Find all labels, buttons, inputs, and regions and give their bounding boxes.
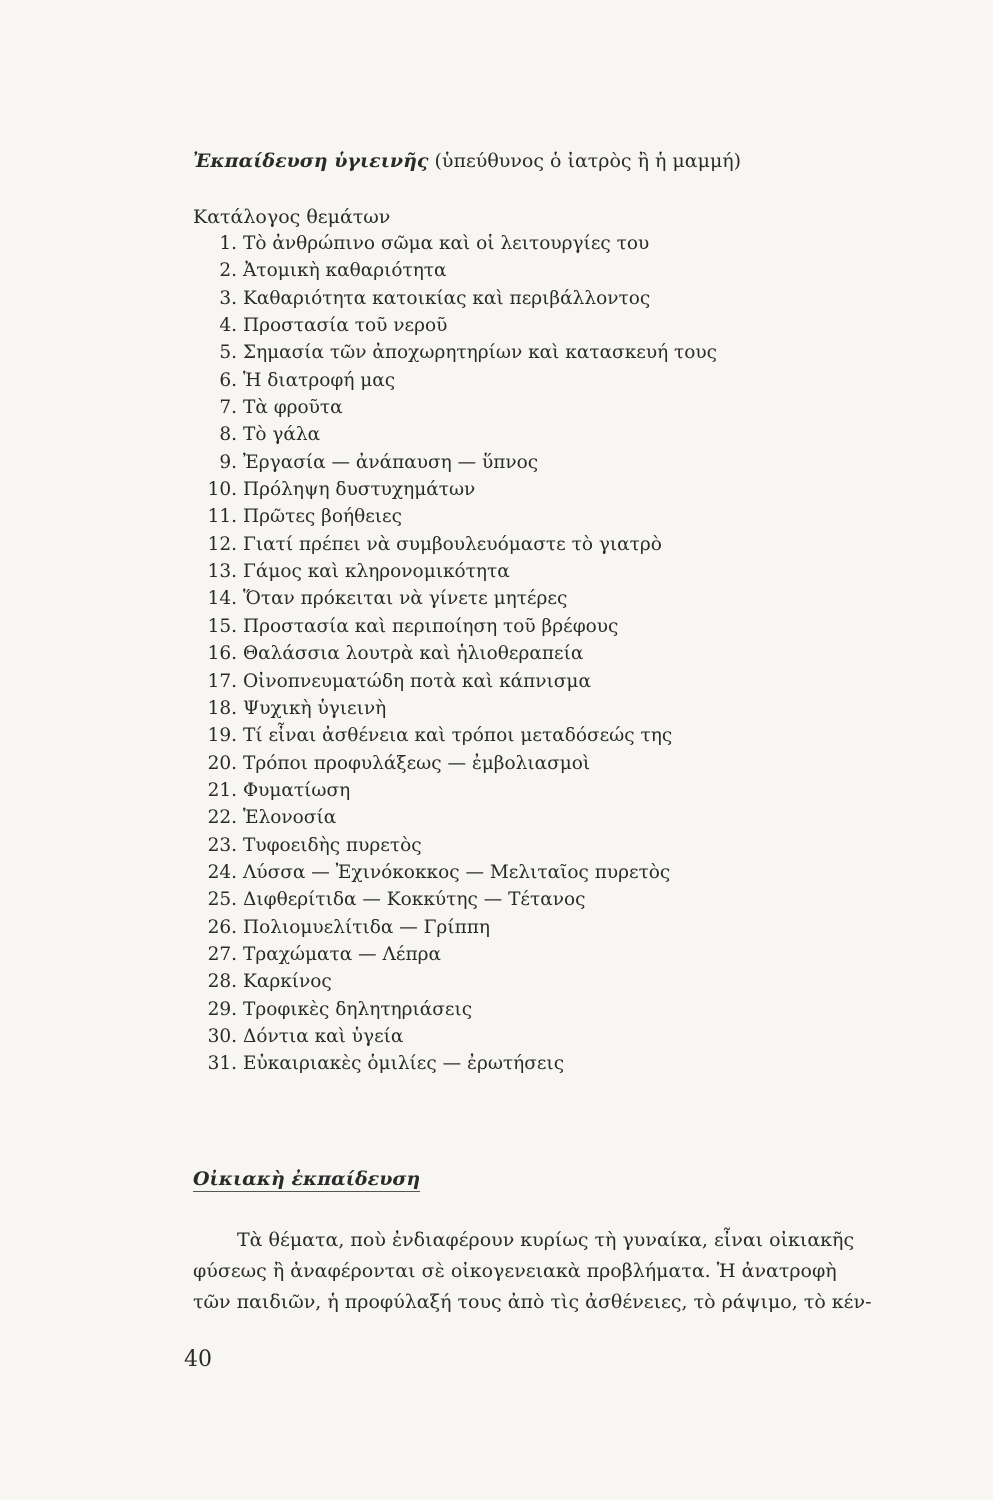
paragraph-line: τῶν παιδιῶν, ἡ προφύλαξή τους ἀπὸ τὶς ἀσθένειες, τὸ ράψιμο, τὸ κέν-	[193, 1291, 872, 1313]
list-item-text: Οἰνοπνευματώδη ποτὰ καὶ κάπνισμα	[243, 670, 591, 692]
list-item-text: Καθαριότητα κατοικίας καὶ περιβάλλοντος	[243, 287, 651, 309]
list-item-number: 23.	[207, 834, 237, 856]
list-item	[193, 750, 717, 777]
list-item-number: 12.	[207, 533, 237, 555]
list-item-text: Ἑλονοσία	[243, 807, 337, 829]
list-item-number: 28.	[207, 971, 237, 993]
list-item-text: Τὰ φροῦτα	[243, 397, 343, 419]
list-item	[193, 777, 717, 804]
section-heading-health-education	[193, 148, 741, 174]
list-item	[193, 914, 717, 941]
list-item	[193, 941, 717, 968]
list-item	[193, 886, 717, 913]
list-item-text: Ἐργασία — ἀνάπαυση — ὕπνος	[243, 451, 539, 473]
list-item-number: 20.	[207, 752, 237, 774]
list-item	[193, 832, 717, 859]
paragraph-line: Τὰ θέματα, ποὺ ἐνδιαφέρουν κυρίως τὴ γυναίκα, εἶναι οἰκιακῆς	[237, 1229, 855, 1251]
list-item	[193, 722, 717, 749]
list-item-number: 25.	[207, 889, 237, 911]
list-item-number: 5.	[219, 342, 237, 364]
list-item-number: 15.	[207, 615, 237, 637]
section-title-text: Οἰκιακὴ ἐκπαίδευση	[193, 1168, 421, 1190]
list-item	[193, 804, 717, 831]
list-item-text: Λύσσα — Ἐχινόκοκκος — Μελιταῖος πυρετὸς	[243, 861, 671, 883]
list-item	[193, 558, 717, 585]
list-item-number: 10.	[207, 479, 237, 501]
catalog-title: Κατάλογος θεμάτων	[193, 206, 391, 228]
list-item	[193, 257, 717, 284]
list-item-number: 30.	[207, 1025, 237, 1047]
list-item	[193, 503, 717, 530]
list-item-text: Ἡ διατροφή μας	[243, 369, 396, 391]
list-item-number: 7.	[219, 397, 237, 419]
list-item	[193, 1050, 717, 1077]
list-item	[193, 859, 717, 886]
list-item-number: 9.	[219, 451, 237, 473]
list-item-number: 3.	[219, 287, 237, 309]
list-item-number: 19.	[207, 725, 237, 747]
list-item-text: Τρόποι προφυλάξεως — ἐμβολιασμοὶ	[243, 752, 591, 774]
list-item-number: 29.	[207, 998, 237, 1020]
list-item-text: Τυφοειδὴς πυρετὸς	[243, 834, 422, 856]
page-number: 40	[184, 1347, 212, 1372]
list-item	[193, 968, 717, 995]
list-item-text: Ἀτομικὴ καθαριότητα	[243, 260, 447, 282]
list-item-text: Σημασία τῶν ἀποχωρητηρίων καὶ κατασκευή τους	[243, 342, 718, 364]
list-item	[193, 312, 717, 339]
list-item-text: Πρῶτες βοήθειες	[243, 506, 402, 528]
list-item	[193, 230, 717, 257]
heading-note: (ὑπεύθυνος ὁ ἰατρὸς ἢ ἡ μαμμή)	[434, 150, 742, 172]
list-item	[193, 613, 717, 640]
list-item-text: Τραχώματα — Λέπρα	[243, 943, 441, 965]
list-item	[193, 1023, 717, 1050]
list-item-number: 21.	[207, 779, 237, 801]
list-item-text: Γιατί πρέπει νὰ συμβουλευόμαστε τὸ γιατρὸ	[243, 533, 662, 555]
list-item-number: 31.	[207, 1053, 237, 1075]
list-item-text: Τροφικὲς δηλητηριάσεις	[243, 998, 473, 1020]
list-item-number: 2.	[219, 260, 237, 282]
list-item-number: 13.	[207, 561, 237, 583]
list-item-text: Ὅταν πρόκειται νὰ γίνετε μητέρες	[243, 588, 568, 610]
list-item-text: Εὐκαιριακὲς ὁμιλίες — ἐρωτήσεις	[243, 1053, 565, 1075]
list-item-number: 4.	[219, 315, 237, 337]
list-item	[193, 421, 717, 448]
list-item	[193, 585, 717, 612]
list-item-number: 22.	[207, 807, 237, 829]
topic-list	[193, 230, 717, 1078]
list-item	[193, 695, 717, 722]
list-item-text: Τί εἶναι ἀσθένεια καὶ τρόποι μεταδόσεώς της	[243, 725, 673, 747]
list-item	[193, 285, 717, 312]
body-paragraph	[193, 1225, 918, 1318]
list-item-text: Τὸ ἀνθρώπινο σῶμα καὶ οἱ λειτουργίες του	[243, 233, 650, 254]
list-item-text: Θαλάσσια λουτρὰ καὶ ἡλιοθεραπεία	[243, 643, 584, 665]
list-item-number: 17.	[207, 670, 237, 692]
list-item-text: Δόντια καὶ ὑγεία	[243, 1025, 404, 1047]
list-item	[193, 367, 717, 394]
list-item-number: 8.	[219, 424, 237, 446]
list-item-number: 18.	[207, 697, 237, 719]
list-item	[193, 668, 717, 695]
list-item-text: Τὸ γάλα	[243, 424, 321, 446]
list-item-number: 1.	[219, 233, 237, 254]
list-item	[193, 996, 717, 1023]
list-item-text: Πολιομυελίτιδα — Γρίππη	[243, 916, 490, 938]
list-item-text: Πρόληψη δυστυχημάτων	[243, 479, 476, 501]
list-item-number: 26.	[207, 916, 237, 938]
list-item-text: Προστασία τοῦ νεροῦ	[243, 315, 448, 337]
list-item-number: 24.	[207, 861, 237, 883]
list-item-number: 27.	[207, 943, 237, 965]
list-item-text: Ψυχικὴ ὑγιεινὴ	[243, 697, 387, 719]
list-item	[193, 339, 717, 366]
list-item-number: 14.	[207, 588, 237, 610]
list-item-number: 11.	[207, 506, 237, 528]
list-item-text: Διφθερίτιδα — Κοκκύτης — Τέτανος	[243, 889, 586, 911]
list-item-number: 16.	[207, 643, 237, 665]
list-item-text: Καρκίνος	[243, 971, 332, 993]
list-item-number: 6.	[219, 369, 237, 391]
list-item-text: Γάμος καὶ κληρονομικότητα	[243, 561, 510, 583]
list-item	[193, 394, 717, 421]
list-item	[193, 449, 717, 476]
list-item	[193, 531, 717, 558]
list-item-text: Προστασία καὶ περιποίηση τοῦ βρέφους	[243, 615, 619, 637]
list-item	[193, 476, 717, 503]
heading-title: Ἐκπαίδευση ὑγιεινῆς	[193, 150, 429, 172]
list-item	[193, 640, 717, 667]
section-heading-home-education	[193, 1166, 420, 1192]
list-item-text: Φυματίωση	[243, 779, 351, 801]
paragraph-line: φύσεως ἢ ἀναφέρονται σὲ οἰκογενειακὰ προβλήματα. Ἡ ἀνατροφὴ	[193, 1260, 837, 1282]
